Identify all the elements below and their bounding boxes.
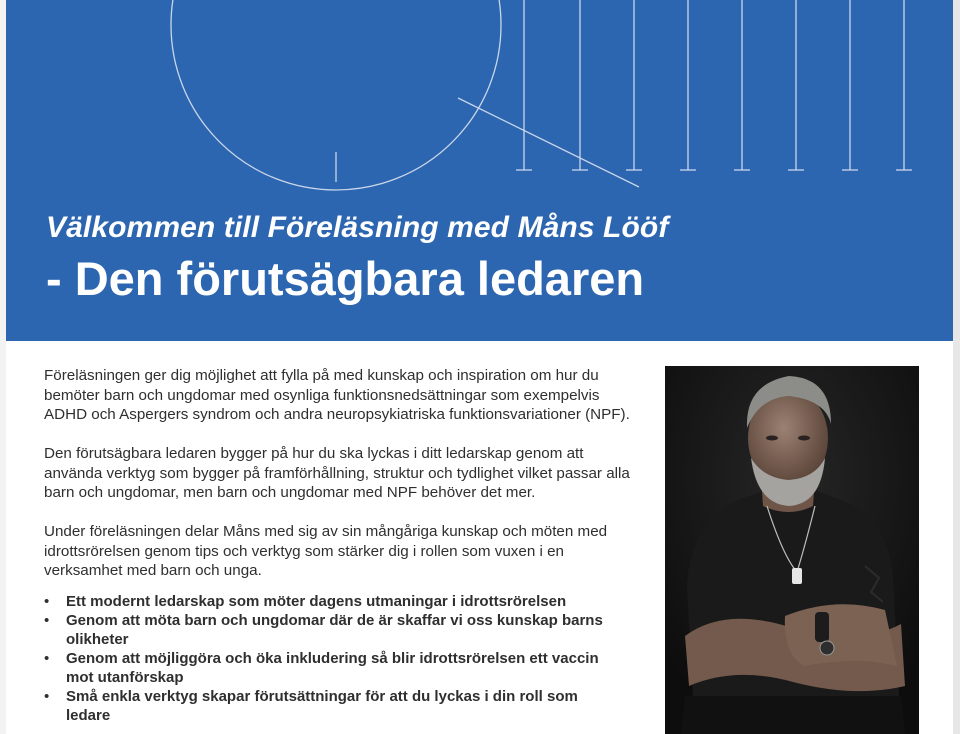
- event-title: - Den förutsägbara ledaren: [46, 252, 645, 305]
- list-item: [44, 649, 604, 687]
- list-item: [44, 592, 604, 611]
- bullet-text: Genom att möjliggöra och öka inkludering så blir idrottsrörelsen ett vaccin mot utanförskap: [66, 650, 599, 686]
- bullet-text: Små enkla verktyg skapar förutsättningar för att du lyckas i din roll som ledare: [66, 688, 578, 724]
- page-edge: [953, 0, 960, 734]
- paragraph-intro: Föreläsningen ger dig möjlighet att fylla på med kunskap och inspiration om hur du bemöter barn och ungdomar med osynliga funktionsnedsättningar som exempelvis ADHD och Aspergers syndrom och andra neuropsykiatriska funktionsvariationer (NPF).: [44, 367, 630, 423]
- bullet-text: Genom att möta barn och ungdomar där de är skaffar vi oss kunskap barns olikheter: [66, 612, 603, 648]
- bullet-icon: •: [44, 688, 50, 705]
- bullet-icon: •: [44, 650, 50, 667]
- list-item: [44, 687, 604, 725]
- bullet-icon: •: [44, 612, 50, 629]
- bullet-text: Ett modernt ledarskap som möter dagens utmaningar i idrottsrörelsen: [66, 593, 567, 610]
- paragraph-content: Under föreläsningen delar Måns med sig av sin mångåriga kunskap och möten med idrottsrörelsen genom tips och verktyg som stärker dig i rollen som vuxen i en verksamhet med barn och unga.: [44, 523, 608, 579]
- portrait-illustration: [665, 366, 919, 734]
- description: [44, 366, 644, 600]
- portrait-photo: [665, 366, 919, 734]
- paragraph-concept: Den förutsägbara ledaren bygger på hur du ska lyckas i ditt ledarskap genom att använda verktyg som bygger på framförhållning, struktur och tydlighet vilket passar alla barn och ungdomar, men barn och ungdomar med NPF behöver det mer.: [44, 445, 630, 501]
- event-subtitle: Välkommen till Föreläsning med Måns Lööf: [46, 211, 669, 244]
- bullet-icon: •: [44, 593, 50, 610]
- bullet-list: [44, 592, 604, 725]
- list-item: [44, 611, 604, 649]
- header-banner: [6, 0, 953, 341]
